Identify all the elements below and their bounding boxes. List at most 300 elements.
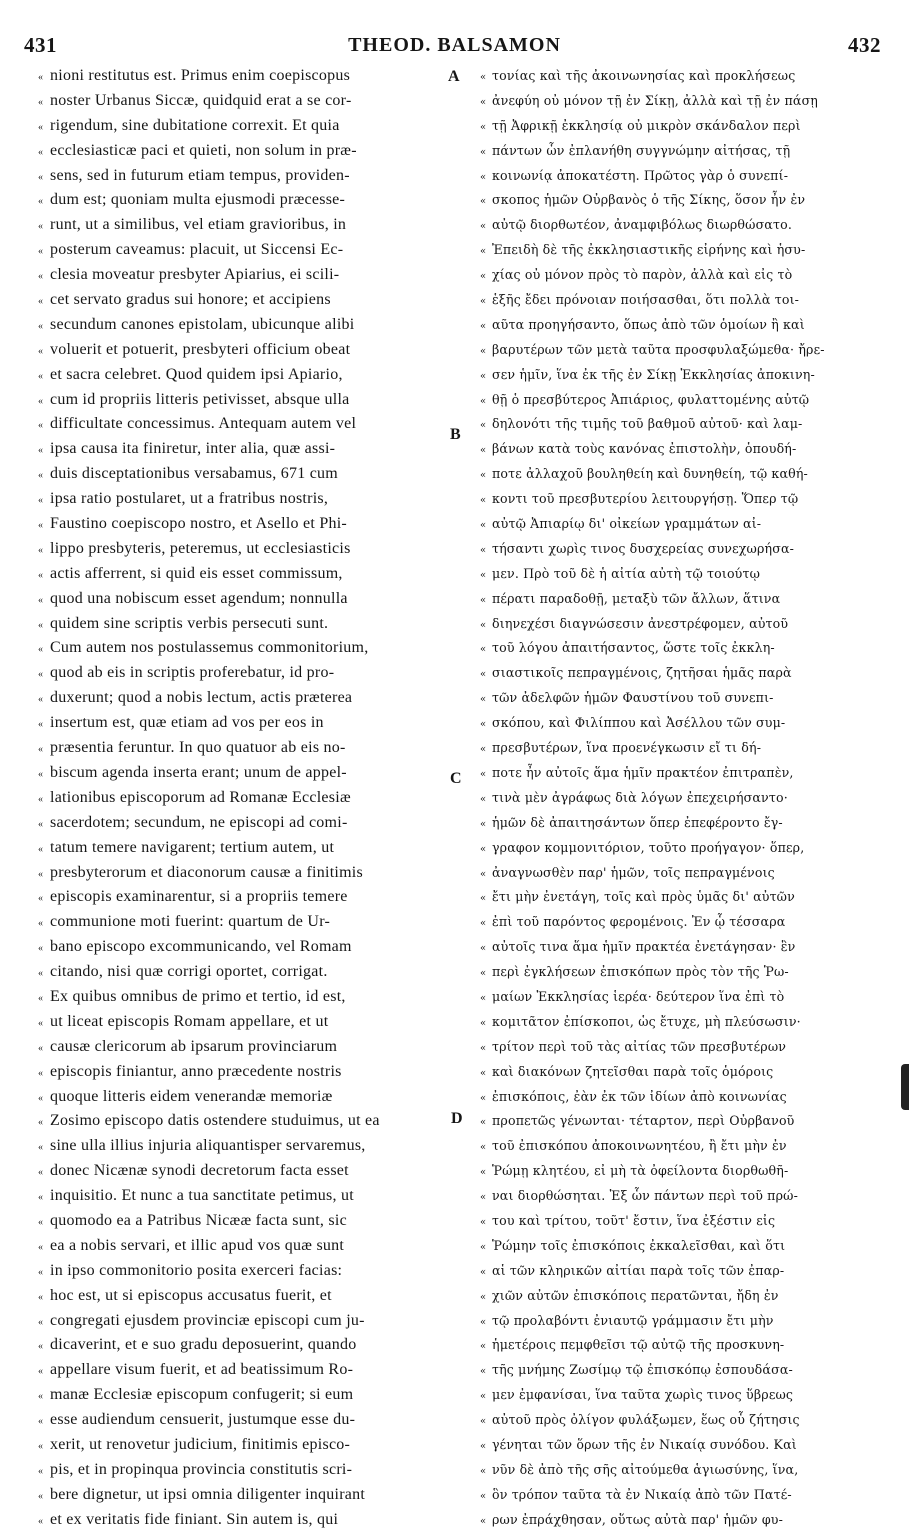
quote-mark: « bbox=[38, 694, 44, 706]
quote-mark: « bbox=[38, 320, 44, 332]
quote-mark: « bbox=[38, 818, 44, 830]
section-marker-b: B bbox=[450, 426, 461, 443]
quote-mark: « bbox=[480, 1142, 487, 1154]
latin-text-line bbox=[38, 512, 450, 537]
quote-mark: « bbox=[480, 1117, 487, 1129]
line-text: ἔτι μὴν ἐνετάγη, τοῖς καὶ πρὸς ὑμᾶς δι' αὐτῶν bbox=[492, 889, 795, 905]
line-text: quidem sine scriptis verbis persecuti sunt. bbox=[50, 614, 329, 632]
quote-mark: « bbox=[480, 719, 487, 731]
quote-mark: « bbox=[38, 221, 44, 233]
quote-mark: « bbox=[480, 1416, 487, 1428]
latin-text-line bbox=[38, 89, 450, 114]
line-text: esse audiendum censuerit, justumque esse du- bbox=[50, 1411, 356, 1429]
latin-text-line bbox=[38, 1010, 450, 1035]
greek-text-line bbox=[480, 462, 878, 487]
greek-text-line bbox=[480, 686, 878, 711]
quote-mark: « bbox=[38, 1416, 44, 1428]
quote-mark: « bbox=[38, 968, 44, 980]
greek-text-line bbox=[480, 786, 878, 811]
line-text: ποτε ἦν αὐτοῖς ἅμα ἡμῖν πρακτέον ἐπιτραπὲν, bbox=[492, 764, 794, 780]
quote-mark: « bbox=[480, 569, 487, 581]
line-text: difficultate concessimus. Antequam autem vel bbox=[50, 415, 357, 433]
line-text: ρων ἐπράχθησαν, οὕτως αὐτὰ παρ' ἡμῶν φυ- bbox=[492, 1511, 784, 1527]
line-text: sine ulla illius injuria aliquantisper servaremus, bbox=[50, 1137, 366, 1155]
quote-mark: « bbox=[38, 345, 44, 357]
latin-text-line bbox=[38, 1408, 450, 1433]
quote-mark: « bbox=[480, 1192, 487, 1204]
line-text: ὃν τρόπον ταῦτα τὰ ἐν Νικαίᾳ ἀπὸ τῶν Πατέ- bbox=[492, 1486, 792, 1502]
quote-mark: « bbox=[480, 445, 487, 457]
greek-text-line bbox=[480, 661, 878, 686]
line-text: πέρατι παραδοθῇ, μεταξὺ τῶν ἄλλων, ἅτινα bbox=[492, 590, 781, 606]
line-text: cum id propriis litteris petivisset, absque ulla bbox=[50, 390, 350, 408]
line-text: inquisitio. Et nunc a tua sanctitate petimus, ut bbox=[50, 1187, 354, 1205]
quote-mark: « bbox=[480, 1515, 487, 1527]
quote-mark: « bbox=[480, 893, 487, 905]
line-text: ἐπὶ τοῦ παρόντος φερομένοις. Ἐν ᾧ τέσσαρα bbox=[492, 914, 786, 930]
quote-mark: « bbox=[480, 1440, 487, 1452]
quote-mark: « bbox=[480, 72, 487, 83]
quote-mark: « bbox=[480, 370, 487, 382]
line-text: cet servato gradus sui honore; et accipiens bbox=[50, 291, 331, 309]
line-text: hoc est, ut si episcopus accusatus fuerit, et bbox=[50, 1286, 332, 1304]
greek-text-line bbox=[480, 935, 878, 960]
latin-text-line bbox=[38, 1333, 450, 1358]
line-text: noster Urbanus Siccæ, quidquid erat a se cor- bbox=[50, 91, 352, 109]
greek-text-line bbox=[480, 1508, 878, 1533]
line-text: ναι διορθώσηται. Ἐξ ὧν πάντων περὶ τοῦ πρώ- bbox=[492, 1188, 798, 1204]
quote-mark: « bbox=[480, 96, 487, 108]
quote-mark: « bbox=[480, 1341, 487, 1353]
line-text: congregati ejusdem provinciæ episcopi cum ju- bbox=[50, 1311, 365, 1329]
quote-mark: « bbox=[480, 196, 487, 208]
latin-text-line bbox=[38, 562, 450, 587]
quote-mark: « bbox=[38, 445, 44, 457]
greek-text-line bbox=[480, 188, 878, 213]
quote-mark: « bbox=[480, 1042, 487, 1054]
latin-text-line bbox=[38, 711, 450, 736]
quote-mark: « bbox=[480, 296, 487, 308]
greek-text-line bbox=[480, 313, 878, 338]
line-text: dicaverint, et e suo gradu deposuerint, quando bbox=[50, 1336, 357, 1354]
line-text: præsentia feruntur. In quo quatuor ab eis no- bbox=[50, 739, 346, 757]
quote-mark: « bbox=[480, 818, 487, 830]
latin-text-line bbox=[38, 139, 450, 164]
line-text: clesia moveatur presbyter Apiarius, ei scili- bbox=[50, 266, 340, 284]
line-text: quoque litteris eidem venerandæ memoriæ bbox=[50, 1087, 333, 1105]
greek-text-line bbox=[480, 736, 878, 761]
line-text: dum est; quoniam multa ejusmodi præcesse- bbox=[50, 191, 346, 209]
line-text: τῶν ἀδελφῶν ἡμῶν Φαυστίνου τοῦ συνεπι- bbox=[492, 690, 774, 706]
line-text: Zosimo episcopo datis ostendere studuimus, ut ea bbox=[50, 1112, 380, 1130]
quote-mark: « bbox=[38, 719, 44, 731]
greek-text-line bbox=[480, 437, 878, 462]
quote-mark: « bbox=[480, 768, 487, 780]
greek-column bbox=[480, 64, 878, 1533]
quote-mark: « bbox=[38, 594, 44, 606]
line-text: χιῶν αὐτῶν ἐπισκόποις περατῶνται, ἤδη ἐν bbox=[492, 1287, 779, 1303]
quote-mark: « bbox=[38, 420, 44, 432]
margin-clip-mark bbox=[901, 1064, 909, 1110]
line-text: quod ab eis in scriptis proferebatur, id pro- bbox=[50, 664, 335, 682]
page-number-right: 432 bbox=[848, 33, 881, 57]
line-text: communione moti fuerint: quartum de Ur- bbox=[50, 913, 331, 931]
greek-text-line bbox=[480, 114, 878, 139]
quote-mark: « bbox=[480, 619, 487, 631]
quote-mark: « bbox=[38, 246, 44, 258]
line-text: αὐτῷ διορθωτέον, ἀναμφιβόλως διωρθώσατο. bbox=[492, 217, 792, 233]
line-text: sens, sed in futurum etiam tempus, providen- bbox=[50, 166, 350, 184]
latin-text-line bbox=[38, 836, 450, 861]
latin-text-line bbox=[38, 960, 450, 985]
greek-text-line bbox=[480, 64, 878, 89]
line-text: sacerdotem; secundum, ne episcopi ad comi- bbox=[50, 813, 348, 831]
greek-text-line bbox=[480, 1458, 878, 1483]
greek-text-line bbox=[480, 1035, 878, 1060]
line-text: secundum canones epistolam, ubicunque alibi bbox=[50, 315, 355, 333]
quote-mark: « bbox=[480, 470, 487, 482]
quote-mark: « bbox=[480, 1241, 487, 1253]
line-text: κομιτᾶτον ἐπίσκοποι, ὡς ἔτυχε, μὴ πλεύσωσιν· bbox=[492, 1013, 801, 1029]
greek-text-line bbox=[480, 562, 878, 587]
line-text: ἑξῆς ἔδει πρόνοιαν ποιήσασθαι, ὅτι πολλὰ τοι- bbox=[492, 292, 800, 308]
latin-text-line bbox=[38, 985, 450, 1010]
latin-text-line bbox=[38, 412, 450, 437]
greek-text-line bbox=[480, 1309, 878, 1334]
greek-text-line bbox=[480, 1085, 878, 1110]
quote-mark: « bbox=[480, 271, 487, 283]
quote-mark: « bbox=[480, 1366, 487, 1378]
greek-text-line bbox=[480, 363, 878, 388]
greek-text-line bbox=[480, 1433, 878, 1458]
latin-text-line bbox=[38, 761, 450, 786]
quote-mark: « bbox=[480, 1391, 487, 1403]
line-text: bano episcopo excommunicando, vel Romam bbox=[50, 938, 352, 956]
line-text: σκοπος ἡμῶν Οὐρβανὸς ὁ τῆς Σίκης, ὅσον ἦν ἐν bbox=[492, 192, 806, 208]
latin-text-line bbox=[38, 736, 450, 761]
line-text: αῦτα προηγήσαντο, ὅπως ἀπὸ τῶν ὁμοίων ἢ καὶ bbox=[492, 316, 805, 332]
latin-text-line bbox=[38, 1433, 450, 1458]
latin-text-line bbox=[38, 1184, 450, 1209]
line-text: τρίτον περὶ τοῦ τὰς αἰτίας τῶν πρεσβυτέρων bbox=[492, 1038, 787, 1054]
greek-text-line bbox=[480, 388, 878, 413]
latin-text-line bbox=[38, 338, 450, 363]
latin-text-line bbox=[38, 811, 450, 836]
quote-mark: « bbox=[38, 1341, 44, 1353]
line-text: quod una nobiscum esset agendum; nonnulla bbox=[50, 589, 348, 607]
line-text: πάντων ὧν ἐπλανήθη συγγνώμην αἰτήσας, τῇ bbox=[492, 142, 791, 158]
quote-mark: « bbox=[480, 1291, 487, 1303]
greek-text-line bbox=[480, 1234, 878, 1259]
line-text: προπετῶς γένωνται· τέταρτον, περὶ Οὐρβανοῦ bbox=[492, 1113, 795, 1129]
line-text: ἡμετέροις πεμφθεῖσι τῷ αὐτῷ τῆς προσκυνη- bbox=[492, 1337, 785, 1353]
quote-mark: « bbox=[480, 1266, 487, 1278]
quote-mark: « bbox=[480, 1216, 487, 1228]
line-text: Ἐπειδὴ δὲ τῆς ἐκκλησιαστικῆς εἰρήνης καὶ ἡσυ- bbox=[492, 242, 806, 258]
greek-text-line bbox=[480, 960, 878, 985]
line-text: in ipso commonitorio posita exerceri facias: bbox=[50, 1261, 343, 1279]
line-text: τῇ Ἀφρικῇ ἐκκλησίᾳ οὐ μικρὸν σκάνδαλον περὶ bbox=[492, 117, 801, 133]
line-text: κοντι τοῦ πρεσβυτερίου λειτουργήσῃ. Ὅπερ τῷ bbox=[492, 491, 799, 507]
latin-text-line bbox=[38, 861, 450, 886]
quote-mark: « bbox=[480, 395, 487, 407]
quote-mark: « bbox=[38, 619, 44, 631]
latin-text-line bbox=[38, 587, 450, 612]
line-text: episcopis examinarentur, si a propriis temere bbox=[50, 888, 348, 906]
quote-mark: « bbox=[38, 1440, 44, 1452]
latin-text-line bbox=[38, 1209, 450, 1234]
greek-text-line bbox=[480, 89, 878, 114]
greek-text-line bbox=[480, 1483, 878, 1508]
latin-text-line bbox=[38, 188, 450, 213]
quote-mark: « bbox=[38, 495, 44, 507]
quote-mark: « bbox=[38, 1067, 44, 1079]
latin-text-line bbox=[38, 910, 450, 935]
line-text: δηλονότι τῆς τιμῆς τοῦ βαθμοῦ αὐτοῦ· καὶ λαμ- bbox=[492, 416, 803, 432]
quote-mark: « bbox=[480, 793, 487, 805]
quote-mark: « bbox=[480, 146, 487, 158]
greek-text-line bbox=[480, 1383, 878, 1408]
greek-text-line bbox=[480, 512, 878, 537]
greek-text-line bbox=[480, 288, 878, 313]
greek-text-line bbox=[480, 1109, 878, 1134]
line-text: et sacra celebret. Quod quidem ipsi Apiario, bbox=[50, 365, 343, 383]
latin-text-line bbox=[38, 114, 450, 139]
greek-text-line bbox=[480, 412, 878, 437]
line-text: του καὶ τρίτου, τοῦτ' ἔστιν, ἵνα ἐξέστιν εἰς bbox=[492, 1212, 776, 1228]
quote-mark: « bbox=[480, 544, 487, 556]
latin-text-line bbox=[38, 263, 450, 288]
greek-text-line bbox=[480, 164, 878, 189]
latin-text-line bbox=[38, 1060, 450, 1085]
line-text: μεν. Πρὸ τοῦ δὲ ἡ αἰτία αὐτὴ τῷ τοιούτῳ bbox=[492, 565, 761, 581]
line-text: causæ clericorum ab ipsarum provinciarum bbox=[50, 1037, 338, 1055]
quote-mark: « bbox=[480, 1490, 487, 1502]
greek-text-line bbox=[480, 338, 878, 363]
line-text: runt, ut a similibus, vel etiam gravioribus, in bbox=[50, 216, 347, 234]
quote-mark: « bbox=[480, 694, 487, 706]
quote-mark: « bbox=[480, 121, 487, 133]
greek-text-line bbox=[480, 910, 878, 935]
quote-mark: « bbox=[38, 72, 44, 83]
line-text: νῦν δὲ ἀπὸ τῆς σῆς αἰτούμεθα ἁγιωσύνης, ἵνα, bbox=[492, 1461, 799, 1477]
quote-mark: « bbox=[38, 1490, 44, 1502]
latin-text-line bbox=[38, 885, 450, 910]
quote-mark: « bbox=[38, 992, 44, 1004]
line-text: βαρυτέρων τῶν μετὰ ταῦτα προσφυλαξώμεθα· ἤρε- bbox=[492, 341, 825, 357]
line-text: lippo presbyteris, peteremus, ut ecclesiasticis bbox=[50, 539, 351, 557]
greek-text-line bbox=[480, 1284, 878, 1309]
quote-mark: « bbox=[38, 1316, 44, 1328]
quote-mark: « bbox=[38, 768, 44, 780]
line-text: donec Nicænæ synodi decretorum facta esset bbox=[50, 1162, 349, 1180]
quote-mark: « bbox=[480, 744, 487, 756]
line-text: Cum autem nos postulassemus commonitorium, bbox=[50, 639, 369, 657]
line-text: θῇ ὁ πρεσβύτερος Ἀπιάριος, φυλαττομένης αὐτῷ bbox=[492, 391, 810, 407]
greek-text-line bbox=[480, 213, 878, 238]
quote-mark: « bbox=[38, 470, 44, 482]
quote-mark: « bbox=[38, 1142, 44, 1154]
quote-mark: « bbox=[38, 1266, 44, 1278]
greek-text-line bbox=[480, 636, 878, 661]
quote-mark: « bbox=[38, 370, 44, 382]
latin-text-line bbox=[38, 661, 450, 686]
quote-mark: « bbox=[38, 1216, 44, 1228]
line-text: actis afferrent, si quid eis esset commissum, bbox=[50, 564, 343, 582]
quote-mark: « bbox=[38, 271, 44, 283]
greek-text-line bbox=[480, 487, 878, 512]
line-text: περὶ ἐγκλήσεων ἐπισκόπων πρὸς τὸν τῆς Ῥω- bbox=[492, 964, 789, 980]
quote-mark: « bbox=[38, 793, 44, 805]
quote-mark: « bbox=[38, 943, 44, 955]
latin-text-line bbox=[38, 437, 450, 462]
line-text: posterum caveamus: placuit, ut Siccensi Ec- bbox=[50, 241, 344, 259]
line-text: μαίων Ἐκκλησίας ἱερέα· δεύτερον ἵνα ἐπὶ τὸ bbox=[492, 988, 785, 1004]
latin-text-line bbox=[38, 288, 450, 313]
latin-text-line bbox=[38, 1309, 450, 1334]
latin-text-line bbox=[38, 1159, 450, 1184]
section-marker-a: A bbox=[448, 68, 460, 85]
latin-text-line bbox=[38, 537, 450, 562]
quote-mark: « bbox=[480, 1092, 487, 1104]
quote-mark: « bbox=[38, 1117, 44, 1129]
line-text: duis disceptationibus versabamus, 671 cum bbox=[50, 465, 338, 483]
latin-text-line bbox=[38, 612, 450, 637]
line-text: σεν ἡμῖν, ἵνα ἐκ τῆς ἐν Σίκῃ Ἐκκλησίας ἀποκινη- bbox=[492, 366, 815, 382]
line-text: Ῥώμῃ κλητέου, εἰ μὴ τὰ ὀφείλοντα διορθωθῆ- bbox=[492, 1163, 789, 1179]
greek-text-line bbox=[480, 612, 878, 637]
quote-mark: « bbox=[38, 196, 44, 208]
quote-mark: « bbox=[38, 569, 44, 581]
quote-mark: « bbox=[38, 669, 44, 681]
quote-mark: « bbox=[480, 221, 487, 233]
latin-column bbox=[38, 64, 450, 1533]
greek-text-line bbox=[480, 1259, 878, 1284]
greek-text-line bbox=[480, 1209, 878, 1234]
quote-mark: « bbox=[38, 121, 44, 133]
quote-mark: « bbox=[38, 644, 44, 656]
line-text: nioni restitutus est. Primus enim coepiscopus bbox=[50, 67, 351, 84]
line-text: χίας οὐ μόνον πρὸς τὸ παρὸν, ἀλλὰ καὶ εἰς τὸ bbox=[492, 267, 793, 283]
page-number-left: 431 bbox=[24, 33, 57, 57]
greek-text-line bbox=[480, 836, 878, 861]
line-text: γραφον κομμονιτόριον, τοῦτο προήγαγον· ὅπερ, bbox=[492, 839, 805, 855]
line-text: βάνων κατὰ τοὺς κανόνας ἐπιστολὴν, ὁπουδή- bbox=[492, 441, 797, 457]
line-text: τοῦ λόγου ἀπαιτήσαντος, ὥστε τοῖς ἐκκλη- bbox=[492, 640, 775, 656]
quote-mark: « bbox=[38, 1465, 44, 1477]
line-text: αὐτοῖς τινα ἅμα ἡμῖν πρακτέα ἐνετάγησαν· ἓν bbox=[492, 939, 796, 955]
line-text: voluerit et potuerit, presbyteri officium obeat bbox=[50, 340, 351, 358]
line-text: ipsa ratio postularet, ut a fratribus nostris, bbox=[50, 490, 329, 508]
line-text: αὐτῷ Ἀπιαρίῳ δι' οἰκείων γραμμάτων αἰ- bbox=[492, 516, 762, 532]
quote-mark: « bbox=[38, 1042, 44, 1054]
quote-mark: « bbox=[38, 1092, 44, 1104]
quote-mark: « bbox=[480, 1067, 487, 1079]
quote-mark: « bbox=[480, 992, 487, 1004]
running-title: THEOD. BALSAMON bbox=[348, 34, 561, 56]
quote-mark: « bbox=[480, 1465, 487, 1477]
latin-text-line bbox=[38, 1259, 450, 1284]
greek-text-line bbox=[480, 761, 878, 786]
quote-mark: « bbox=[480, 669, 487, 681]
line-text: ἀνεφύη οὐ μόνον τῇ ἐν Σίκῃ, ἀλλὰ καὶ τῇ ἐν πάσῃ bbox=[492, 92, 819, 108]
line-text: πρεσβυτέρων, ἵνα προενέγκωσιν εἴ τι δή- bbox=[492, 740, 762, 756]
line-text: σκόπου, καὶ Φιλίππου καὶ Ἀσέλλου τῶν συμ- bbox=[492, 715, 786, 731]
line-text: bere dignetur, ut ipsi omnia diligenter inquirant bbox=[50, 1485, 366, 1503]
line-text: Faustino coepiscopo nostro, et Asello et Phi- bbox=[50, 515, 347, 533]
quote-mark: « bbox=[480, 843, 487, 855]
quote-mark: « bbox=[480, 171, 487, 183]
latin-text-line bbox=[38, 388, 450, 413]
line-text: episcopis finiantur, anno præcedente nostris bbox=[50, 1062, 342, 1080]
quote-mark: « bbox=[38, 1167, 44, 1179]
latin-text-line bbox=[38, 935, 450, 960]
quote-mark: « bbox=[480, 918, 487, 930]
line-text: σιαστικοῖς πεπραγμένοις, ζητῆσαι ἡμᾶς παρὰ bbox=[492, 665, 792, 681]
quote-mark: « bbox=[38, 395, 44, 407]
line-text: rigendum, sine dubitatione correxit. Et quia bbox=[50, 116, 340, 134]
latin-text-line bbox=[38, 213, 450, 238]
line-text: ecclesiasticæ paci et quieti, non solum in præ- bbox=[50, 141, 357, 159]
quote-mark: « bbox=[480, 943, 487, 955]
line-text: καὶ διακόνων ζητεῖσθαι παρὰ τοῖς ὁμόροις bbox=[492, 1063, 774, 1079]
quote-mark: « bbox=[38, 146, 44, 158]
section-marker-c: C bbox=[450, 770, 462, 787]
quote-mark: « bbox=[38, 1391, 44, 1403]
line-text: γένηται τῶν ὅρων τῆς ἐν Νικαίᾳ συνόδου. Καὶ bbox=[492, 1436, 797, 1452]
latin-text-line bbox=[38, 64, 450, 89]
line-text: ἐπισκόποις, ἐὰν ἐκ τῶν ἰδίων ἀπὸ κοινωνίας bbox=[492, 1088, 787, 1104]
line-text: ipsa causa ita finiretur, inter alia, quæ assi- bbox=[50, 440, 336, 458]
quote-mark: « bbox=[38, 893, 44, 905]
quote-mark: « bbox=[480, 1316, 487, 1328]
quote-mark: « bbox=[38, 1241, 44, 1253]
line-text: pis, et in propinqua provincia constitutis scri- bbox=[50, 1460, 353, 1478]
line-text: ἀναγνωσθὲν παρ' ἡμῶν, τοῖς πεπραγμένοις bbox=[492, 864, 775, 880]
greek-text-line bbox=[480, 139, 878, 164]
quote-mark: « bbox=[38, 868, 44, 880]
line-text: τονίας καὶ τῆς ἀκοινωνησίας καὶ προκλήσεως bbox=[492, 68, 796, 83]
line-text: lationibus episcoporum ad Romanæ Ecclesiæ bbox=[50, 788, 351, 806]
quote-mark: « bbox=[480, 320, 487, 332]
quote-mark: « bbox=[480, 644, 487, 656]
latin-text-line bbox=[38, 1109, 450, 1134]
greek-text-line bbox=[480, 1408, 878, 1433]
quote-mark: « bbox=[38, 1366, 44, 1378]
latin-text-line bbox=[38, 313, 450, 338]
greek-text-line bbox=[480, 1060, 878, 1085]
line-text: appellare visum fuerit, et ad beatissimum Ro- bbox=[50, 1361, 354, 1379]
line-text: ποτε ἀλλαχοῦ βουληθείη καὶ δυνηθείη, τῷ καθή- bbox=[492, 466, 808, 482]
line-text: ut liceat episcopis Romam appellare, et ut bbox=[50, 1012, 329, 1030]
line-text: κοινωνίᾳ ἀποκατέστη. Πρῶτος γὰρ ὁ συνεπί- bbox=[492, 167, 789, 183]
latin-text-line bbox=[38, 1358, 450, 1383]
line-text: duxerunt; quod a nobis lectum, actis præterea bbox=[50, 689, 353, 707]
quote-mark: « bbox=[38, 918, 44, 930]
section-marker-d: D bbox=[451, 1110, 463, 1127]
quote-mark: « bbox=[38, 1291, 44, 1303]
line-text: Ῥώμην τοῖς ἐπισκόποις ἐκκαλεῖσθαι, καὶ ὅτι bbox=[492, 1237, 786, 1253]
greek-text-line bbox=[480, 811, 878, 836]
line-text: xerit, ut renovetur judicium, finitimis episco- bbox=[50, 1435, 351, 1453]
line-text: τινὰ μὲν ἀγράφως διὰ λόγων ἐπεχειρήσαντο· bbox=[492, 789, 788, 805]
latin-text-line bbox=[38, 636, 450, 661]
greek-text-line bbox=[480, 1184, 878, 1209]
line-text: ἡμῶν δὲ ἀπαιτησάντων ὅπερ ἐπεφέροντο ἔγ- bbox=[492, 814, 783, 830]
greek-text-line bbox=[480, 885, 878, 910]
line-text: manæ Ecclesiæ episcopum confugerit; si eum bbox=[50, 1386, 354, 1404]
line-text: Ex quibus omnibus de primo et tertio, id est, bbox=[50, 987, 346, 1005]
